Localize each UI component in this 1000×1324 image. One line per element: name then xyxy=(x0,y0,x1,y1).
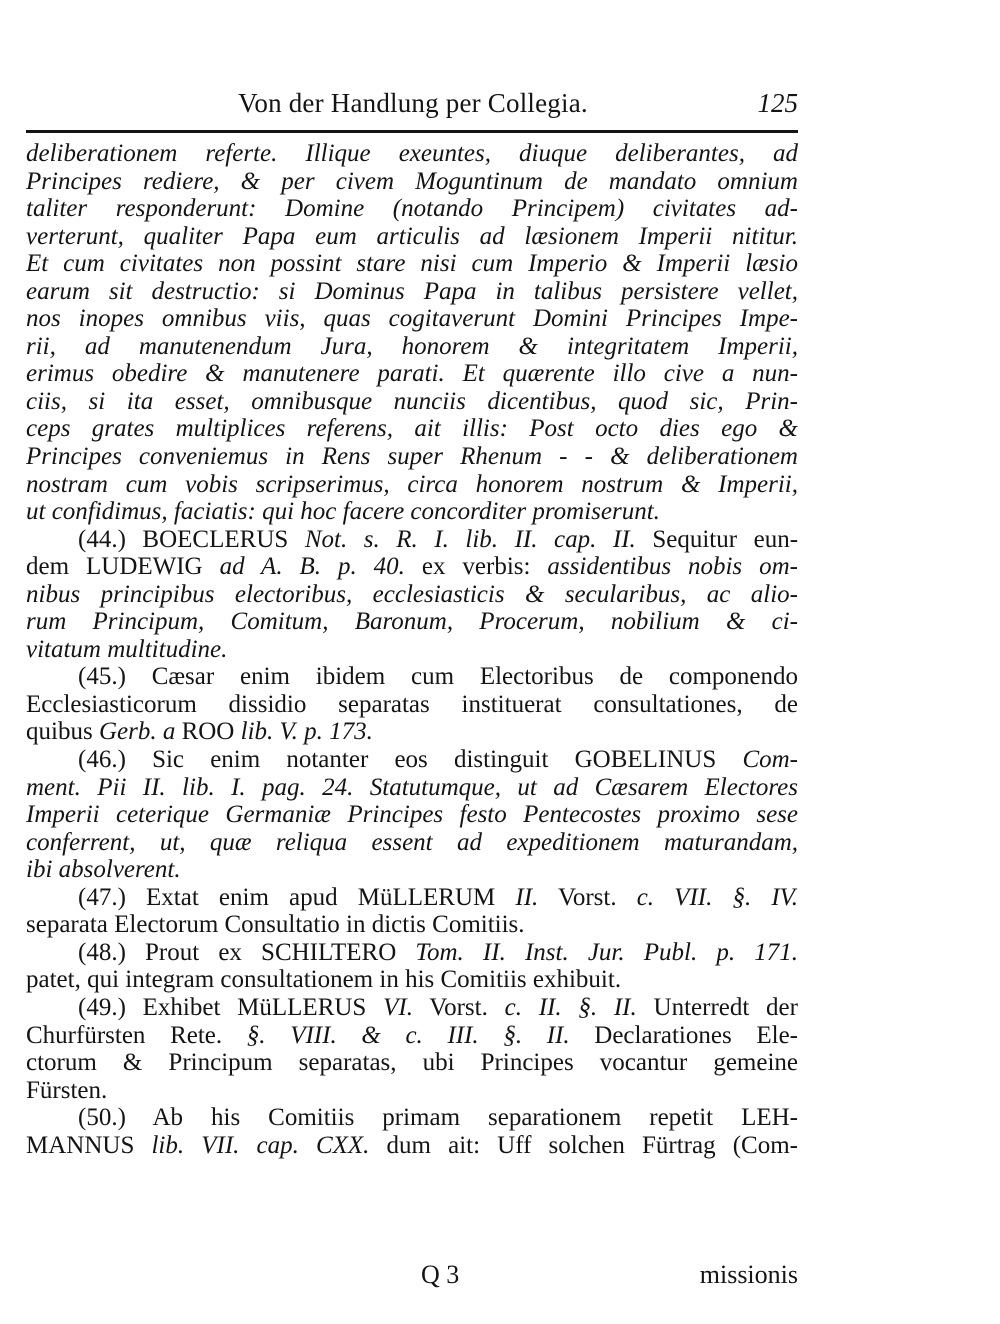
text-run: (44.) BOECLERUS xyxy=(78,525,305,553)
text-run: Vorst. xyxy=(412,993,505,1021)
text-line xyxy=(26,278,798,306)
text-line xyxy=(26,1132,798,1160)
text-run: rii, ad manutenendum Jura, honorem & integritatem Imperii, xyxy=(26,332,798,360)
text-run: (45.) Cæsar enim ibidem cum Electoribus de componendo xyxy=(78,663,798,691)
text-run: Imperii ceterique Germaniæ Principes festo Pentecostes proximo sese xyxy=(26,801,798,829)
text-run: erimus obedire & manutenere parati. Et quærente illo cive a nun- xyxy=(26,360,798,388)
text-line xyxy=(26,939,798,967)
text-run: earum sit destructio: si Dominus Papa in talibus persistere vellet, xyxy=(26,277,798,305)
text-run: separata Electorum Consultatio in dictis Comitiis. xyxy=(26,911,525,939)
text-run: nibus principibus electoribus, ecclesiasticis & secularibus, ac alio- xyxy=(26,580,798,608)
text-run: ceps grates multiplices referens, ait illis: Post octo dies ego & xyxy=(26,415,798,443)
text-run: Not. s. R. I. lib. II. cap. II. xyxy=(304,525,636,553)
text-run: nos inopes omnibus viis, quas cogitaverunt Domini Principes Impe- xyxy=(26,305,798,333)
text-run: taliter responderunt: Domine (notando Principem) civitates ad- xyxy=(26,195,798,223)
text-run: ut confidimus, faciatis: qui hoc facere concorditer promiserunt. xyxy=(26,498,660,526)
text-line xyxy=(26,443,798,471)
text-line xyxy=(26,360,798,388)
text-run: ad A. B. p. 40. xyxy=(219,553,405,581)
text-run: §. VIII. & c. III. §. II. xyxy=(246,1021,570,1049)
text-run: deliberationem referte. Illique exeuntes, diuque deliberantes, ad xyxy=(26,140,798,167)
text-line xyxy=(26,608,798,636)
text-line xyxy=(26,195,798,223)
text-run: assidentibus nobis om- xyxy=(547,553,798,581)
signature-mark: Q 3 xyxy=(421,1260,460,1289)
text-run: Ecclesiasticorum dissidio separatas instituerat consultationes, de xyxy=(26,690,798,718)
text-run: lib. V. p. 173. xyxy=(240,718,373,746)
page-number: 125 xyxy=(757,88,798,118)
text-line xyxy=(26,636,798,664)
text-run: ment. Pii II. lib. I. pag. 24. Statutumque, ut ad Cæsarem Electores xyxy=(26,773,798,801)
text-line xyxy=(26,718,798,746)
text-run: (49.) Exhibet MüLLERUS xyxy=(78,993,384,1021)
text-line xyxy=(26,1022,798,1050)
text-run: Sequitur eun- xyxy=(635,525,799,553)
text-line xyxy=(26,994,798,1022)
text-run: II. xyxy=(515,883,539,911)
text-run: Declarationes Ele- xyxy=(569,1021,798,1049)
text-run: ciis, si ita esset, omnibusque nunciis dicentibus, quod sic, Prin- xyxy=(26,387,798,415)
text-run: c. VII. §. IV. xyxy=(636,883,798,911)
header-rule xyxy=(26,130,798,133)
text-run: vitatum multitudine. xyxy=(26,635,228,663)
text-line xyxy=(26,471,798,499)
text-run: quibus xyxy=(26,718,99,746)
text-line xyxy=(26,168,798,196)
text-line xyxy=(26,250,798,278)
text-line xyxy=(26,801,798,829)
text-run: (48.) Prout ex SCHILTERO xyxy=(78,938,416,966)
text-run: nostram cum vobis scripserimus, circa honorem nostrum & Imperii, xyxy=(26,470,798,498)
text-line xyxy=(26,1077,798,1105)
body-text xyxy=(26,140,798,1159)
text-line xyxy=(26,415,798,443)
text-run: Principes rediere, & per civem Moguntinum de mandato omnium xyxy=(26,167,798,195)
text-line xyxy=(26,140,798,168)
text-line xyxy=(26,498,798,526)
text-run: conferrent, ut, quæ reliqua essent ad expeditionem maturandam, xyxy=(26,828,798,856)
text-run: ROO xyxy=(175,718,241,746)
text-run: lib. VII. cap. CXX. xyxy=(151,1131,370,1159)
text-run: (46.) Sic enim notanter eos distinguit GOBELINUS xyxy=(78,746,743,774)
text-run: Vorst. xyxy=(538,883,637,911)
text-run: Principes conveniemus in Rens super Rhenum - - & deliberationem xyxy=(26,443,798,471)
text-line xyxy=(26,388,798,416)
text-run: MANNUS xyxy=(26,1131,152,1159)
text-run: patet, qui integram consultationem in his Comitiis exhibuit. xyxy=(26,966,622,994)
text-line xyxy=(26,1049,798,1077)
page-header xyxy=(28,84,798,128)
page-footer xyxy=(26,1260,798,1294)
text-line xyxy=(26,333,798,361)
text-line xyxy=(26,884,798,912)
text-run: Churfürsten Rete. xyxy=(26,1021,247,1049)
text-line xyxy=(26,663,798,691)
text-run: Com- xyxy=(742,746,798,774)
text-run: Et cum civitates non possint stare nisi cum Imperio & Imperii læsio xyxy=(26,250,798,278)
text-line xyxy=(26,1104,798,1132)
text-line xyxy=(26,774,798,802)
text-run: dum ait: Uff solchen Fürtrag (Com- xyxy=(369,1131,798,1159)
text-run: verterunt, qualiter Papa eum articulis ad læsionem Imperii nititur. xyxy=(26,222,798,250)
text-run: Tom. II. Inst. Jur. Publ. p. 171. xyxy=(415,938,798,966)
text-line xyxy=(26,966,798,994)
text-run: ibi absolverent. xyxy=(26,856,181,884)
text-line xyxy=(26,305,798,333)
text-line xyxy=(26,526,798,554)
catchword: missionis xyxy=(699,1260,798,1289)
text-run: Unterredt der xyxy=(636,993,798,1021)
text-run: (47.) Extat enim apud MüLLERUM xyxy=(78,883,516,911)
text-run: Fürsten. xyxy=(26,1076,108,1104)
text-run: rum Principum, Comitum, Baronum, Procerum, nobilium & ci- xyxy=(26,608,798,636)
text-line xyxy=(26,691,798,719)
text-line xyxy=(26,581,798,609)
running-head: Von der Handlung per Collegia. xyxy=(238,88,588,118)
text-line xyxy=(26,746,798,774)
text-run: ex verbis: xyxy=(404,553,548,581)
text-line xyxy=(26,223,798,251)
text-line xyxy=(26,856,798,884)
text-run: c. II. §. II. xyxy=(504,993,637,1021)
text-run: dem LUDEWIG xyxy=(26,553,220,581)
text-line xyxy=(26,911,798,939)
text-line xyxy=(26,553,798,581)
text-line xyxy=(26,829,798,857)
text-run: VI. xyxy=(383,993,413,1021)
text-run: (50.) Ab his Comitiis primam separationem repetit LEH- xyxy=(78,1104,798,1132)
text-run: ctorum & Principum separatas, ubi Principes vocantur gemeine xyxy=(26,1049,798,1077)
text-run: Gerb. a xyxy=(98,718,176,746)
